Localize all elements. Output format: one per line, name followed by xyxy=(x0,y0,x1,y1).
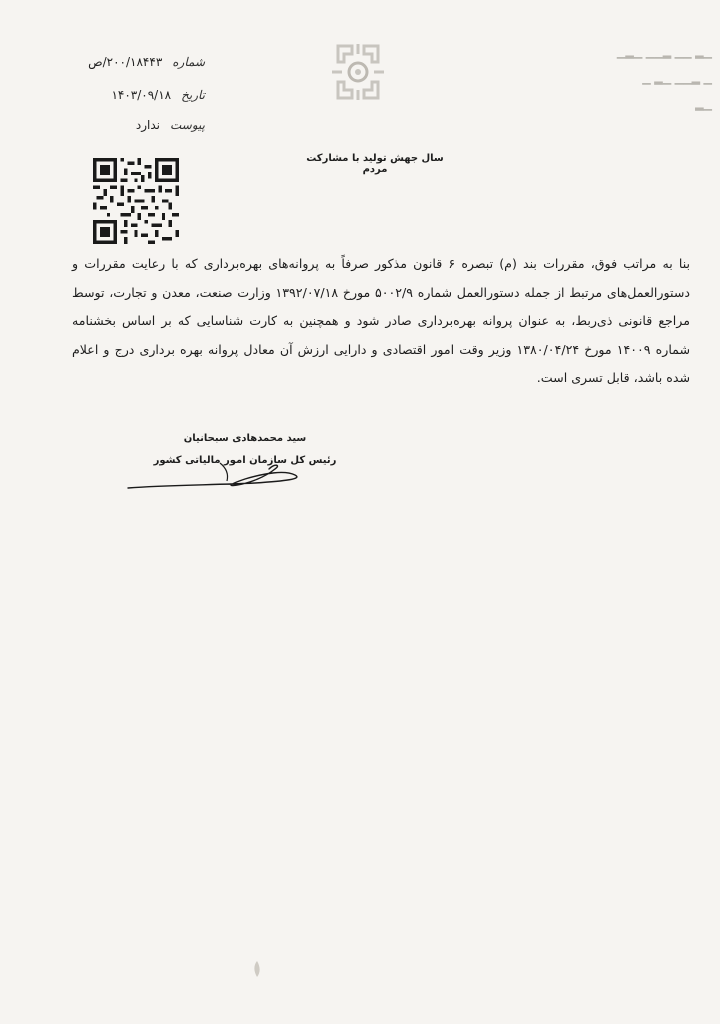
letter-number-row xyxy=(85,55,205,69)
handwritten-signature xyxy=(125,455,315,495)
signatory-name: سید محمدهادی سبحانیان xyxy=(183,433,307,444)
date-value: ۱۴۰۳/۰۹/۱۸ xyxy=(111,88,172,102)
qr-code xyxy=(90,158,182,244)
signatory-title: رئیس کل سازمان امور مالیاتی کشور xyxy=(153,455,337,466)
year-slogan: سال جهش تولید با مشارکت مردم xyxy=(306,153,444,175)
letter-date-row xyxy=(85,88,205,102)
letter-body-paragraph: بنا به مراتب فوق، مقررات بند (م) تبصره ۶ قانون مذکور صرفاً به پروانه‌های بهره‌برداری که با رعایت مقررات و دستورالعمل‌های مرتبط از جمله دستورالعمل شماره ۵۰۰۲/۹ مورخ ۱۳۹۲/۰۷/۱۸ وزارت صنعت، معدن و تجارت، توسط مراجع قانونی ذی‌ربط، به عنوان پروانه بهره‌برداری صادر شود و همچنین به کارت شناسایی که بر اساس بخشنامه شماره ۱۴۰۰۹ مورخ ۱۳۸۰/۰۴/۲۴ وزیر وقت امور اقتصادی و دارایی ارزش آن معادل پروانه بهره برداری درج و اعلام شده باشد، قابل تسری است. xyxy=(72,256,690,385)
number-value: ۲۰۰/۱۸۴۴۳/ص xyxy=(88,55,163,69)
date-label: تاریخ xyxy=(181,88,205,102)
attachment-value: ندارد xyxy=(135,118,160,132)
attachment-row xyxy=(85,118,205,132)
number-label: شماره xyxy=(172,55,205,69)
organization-emblem-icon xyxy=(330,42,386,102)
faded-letterhead: ▁▂ ▁▁ ▂▁▁ ▁▂▁ ▁ ▂▁▁ ▁▂ ▁ ▁▂ xyxy=(616,46,712,111)
paper-smudge xyxy=(250,960,264,978)
attachment-label: پیوست xyxy=(170,118,205,132)
